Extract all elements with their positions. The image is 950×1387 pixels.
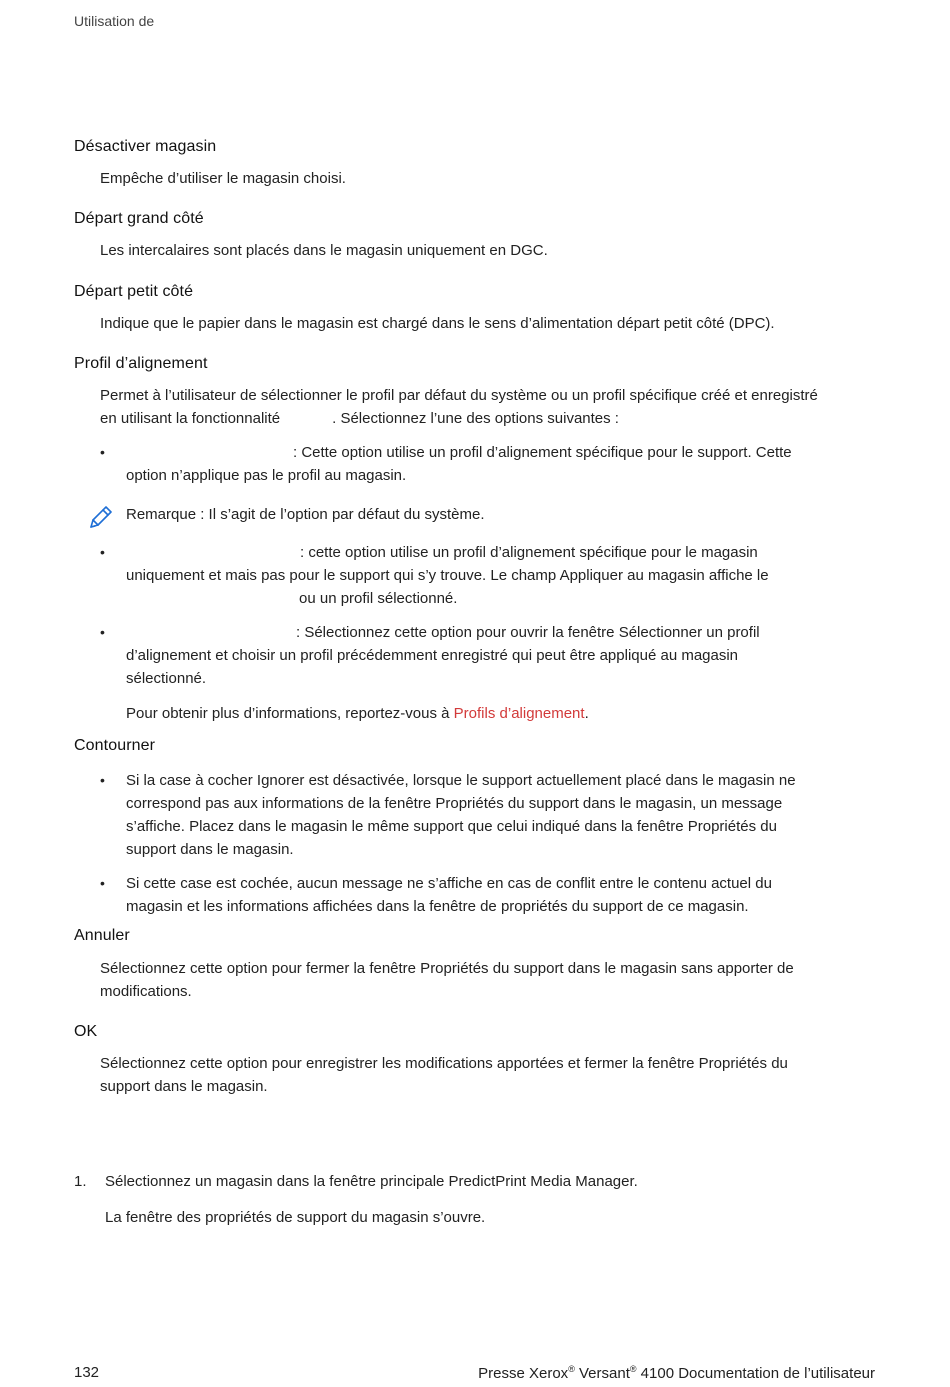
bullet-glyph: • <box>100 444 105 460</box>
bullet-glyph: • <box>100 544 105 560</box>
footer-title-b: Versant <box>574 1365 630 1382</box>
profil-bullet-3 <box>126 621 856 690</box>
profil-bullet-1-line2: option n’applique pas le profil au magasin. <box>126 467 407 484</box>
contourner-bullet-1-line2: correspond pas aux informations de la fenêtre Propriétés du support dans le magasin, un message <box>126 795 783 812</box>
profil-bullet-2-line1: : cette option utilise un profil d’alignement spécifique pour le magasin <box>300 544 758 561</box>
text-annuler <box>100 957 880 1003</box>
note-text: Remarque : Il s’agit de l’option par défaut du système. <box>126 506 485 523</box>
ok-line2: support dans le magasin. <box>100 1078 268 1095</box>
contourner-bullet-2 <box>126 872 876 918</box>
annuler-line1: Sélectionnez cette option pour fermer la fenêtre Propriétés du support dans le magasin sans apporter de <box>100 960 794 977</box>
profil-bullet-3-line2: d’alignement et choisir un profil précédemment enregistré qui peut être appliqué au magasin <box>126 647 739 664</box>
contourner-bullet-1-line1: Si la case à cocher Ignorer est désactivée, lorsque le support actuellement placé dans le magasin ne <box>126 772 796 789</box>
text-ok <box>100 1052 880 1098</box>
profils-alignement-link[interactable]: Profils d’alignement <box>453 705 585 722</box>
footer-doc-title <box>478 1364 875 1382</box>
more-info-prefix: Pour obtenir plus d’informations, reportez-vous à <box>126 705 454 722</box>
contourner-bullet-1-line3: s’affiche. Placez dans le magasin le même support que celui indiqué dans la fenêtre Propriétés du <box>126 818 777 835</box>
profil-bullet-2 <box>126 541 866 610</box>
bullet-glyph: • <box>100 624 105 640</box>
annuler-line2: modifications. <box>100 983 192 1000</box>
contourner-bullet-1 <box>126 769 876 861</box>
profil-text-line2b: . Sélectionnez l’une des options suivantes : <box>332 410 619 427</box>
footer-title-c: 4100 Documentation de l’utilisateur <box>636 1365 875 1382</box>
profil-bullet-3-line1: : Sélectionnez cette option pour ouvrir la fenêtre Sélectionner un profil <box>296 624 760 641</box>
contourner-bullet-1-line4: support dans le magasin. <box>126 841 294 858</box>
profil-bullet-2-line2: uniquement et mais pas pour le support qui s’y trouve. Le champ Appliquer au magasin affiche le <box>126 567 769 584</box>
bullet-glyph: • <box>100 772 105 788</box>
text-depart-petit-cote: Indique que le papier dans le magasin est chargé dans le sens d’alimentation départ petit côté (DPC). <box>100 315 775 332</box>
heading-desactiver-magasin: Désactiver magasin <box>74 138 217 155</box>
ok-line1: Sélectionnez cette option pour enregistrer les modifications apportées et fermer la fenêtre Propriétés du <box>100 1055 788 1072</box>
more-info <box>126 702 856 725</box>
text-profil-alignement <box>100 384 880 430</box>
profil-text-line2a: en utilisant la fonctionnalité <box>100 410 281 427</box>
heading-contourner: Contourner <box>74 737 156 754</box>
heading-profil-alignement: Profil d’alignement <box>74 355 208 372</box>
registered-mark: ® <box>568 1364 575 1374</box>
contourner-bullet-2-line1: Si cette case est cochée, aucun message ne s’affiche en cas de conflit entre le contenu actuel du <box>126 875 772 892</box>
registered-mark: ® <box>629 1364 637 1374</box>
footer-title-a: Presse Xerox <box>478 1365 569 1382</box>
bullet-glyph: • <box>100 875 105 891</box>
step-1-number: 1. <box>74 1173 87 1190</box>
profil-text-line1: Permet à l’utilisateur de sélectionner le profil par défaut du système ou un profil spécifique créé et enregistré <box>100 387 818 404</box>
step-1-result: La fenêtre des propriétés de support du magasin s’ouvre. <box>105 1209 486 1226</box>
heading-depart-petit-cote: Départ petit côté <box>74 283 194 300</box>
page-number: 132 <box>74 1364 100 1381</box>
more-info-suffix: . <box>584 705 589 722</box>
profil-bullet-3-line3: sélectionné. <box>126 670 207 687</box>
running-header: Utilisation de <box>74 13 155 29</box>
heading-depart-grand-cote: Départ grand côté <box>74 210 204 227</box>
profil-bullet-1 <box>126 441 856 487</box>
profil-bullet-1-line1: : Cette option utilise un profil d’alignement spécifique pour le support. Cette <box>293 444 792 461</box>
contourner-bullet-2-line2: magasin et les informations affichées dans la fenêtre de propriétés du support de ce magasin. <box>126 898 749 915</box>
step-1-text: Sélectionnez un magasin dans la fenêtre principale PredictPrint Media Manager. <box>105 1173 638 1190</box>
pencil-icon <box>87 503 115 531</box>
text-depart-grand-cote: Les intercalaires sont placés dans le magasin uniquement en DGC. <box>100 242 548 259</box>
text-desactiver-magasin: Empêche d’utiliser le magasin choisi. <box>100 170 346 187</box>
heading-ok: OK <box>74 1023 98 1040</box>
heading-annuler: Annuler <box>74 927 130 944</box>
profil-bullet-2-line3: ou un profil sélectionné. <box>299 590 458 607</box>
